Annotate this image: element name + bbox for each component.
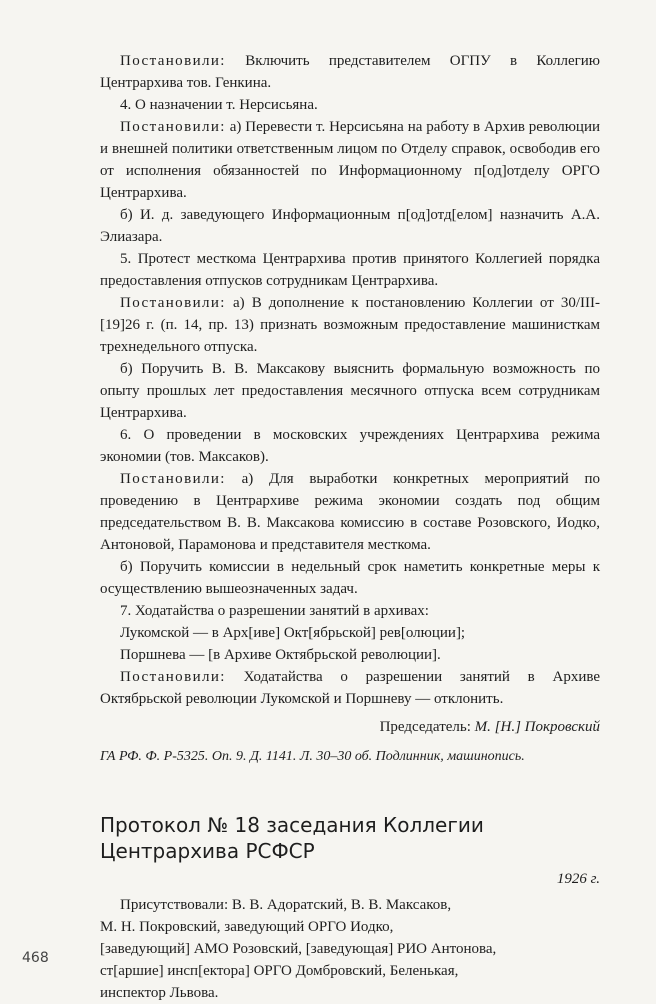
agenda-item [100,600,600,622]
paragraph-text: а) Перевести т. Нерсисьяна на работу в Архив революции и внешней политики ответственным лицом по Отделу справок, освободив его от исполнения обязанностей по Информационному п[од]отделу ОРГО Центрархива. [100,119,600,201]
paragraph-text: 4. О назначении т. Нерсисьяна. [120,97,318,113]
resolution-paragraph [100,50,600,94]
attendees-line: М. Н. Покровский, заведующий ОРГО Иодко, [100,919,394,935]
resolution-paragraph [100,204,600,248]
signature-name: М. [Н.] Покровский [470,719,600,735]
chairman-signature [100,716,600,738]
paragraph-text: а) Для выработки конкретных мероприятий по проведению в Центрархиве режима экономии создать под общим председательством В. В. Максакова комиссию в составе Розовского, Иодко, Антоновой, Парамонова и представителя месткома. [100,471,600,553]
attendees-list [100,894,600,1004]
page-number: 468 [22,950,49,966]
paragraph-text: 7. Ходатайства о разрешении занятий в архивах: [120,603,429,619]
attendees-line: [заведующий] АМО Розовский, [заведующая] РИО Антонова, [100,941,497,957]
agenda-item [100,248,600,292]
resolution-paragraph [100,116,600,204]
paragraph-text: Поршнева — [в Архиве Октябрьской революции]. [120,647,441,663]
page-content [100,50,600,1004]
resolution-paragraph [100,292,600,358]
paragraph-text: а) В дополнение к постановлению Коллегии от 30/III-[19]26 г. (п. 14, пр. 13) признать возможным предоставление машинисткам трехнедельного отпуска. [100,295,600,355]
petition-line [100,622,600,644]
paragraph-text: 5. Протест месткома Центрархива против принятого Коллегией порядка предоставления отпусков сотрудникам Центрархива. [100,251,600,289]
resolution-paragraph [100,358,600,424]
paragraph-text: б) Поручить комиссии в недельный срок наметить конкретные меры к осуществлению вышеозначенных задач. [100,559,600,597]
resolution-label: Постановили: [120,53,226,69]
attendees-line: инспектор Львова. [100,985,219,1001]
resolution-paragraph [100,556,600,600]
paragraph-text: 6. О проведении в московских учреждениях Центрархива режима экономии (тов. Максаков). [100,427,600,465]
agenda-item [100,94,600,116]
archive-source: ГА РФ. Ф. Р-5325. Оп. 9. Д. 1141. Л. 30–30 об. Подлинник, машинопись. [100,749,525,764]
protocol-title [100,812,600,864]
title-line: Центрархива РСФСР [100,839,315,863]
paragraph-text: Ходатайства о разрешении занятий в Архиве Октябрьской революции Лукомской и Поршневу — отклонить. [100,669,600,707]
resolution-paragraph [100,666,600,710]
paragraph-text: Включить представителем ОГПУ в Коллегию Центрархива тов. Генкина. [100,53,600,91]
signature-label: Председатель: [379,719,471,735]
paragraph-text: Лукомской — в Арх[иве] Окт[ябрьской] рев[олюции]; [120,625,466,641]
attendees-line: Присутствовали: В. В. Адоратский, В. В. Максаков, [120,897,452,913]
paragraph-text: б) Поручить В. В. Максакову выяснить формальную возможность по опыту прошлых лет предоставления месячного отпуска всем сотрудникам Центрархива. [100,361,600,421]
petition-line [100,644,600,666]
resolution-label: Постановили: [120,471,226,487]
attendees-line: ст[аршие] инсп[ектора] ОРГО Домбровский, Беленькая, [100,963,459,979]
resolution-label: Постановили: [120,669,226,685]
protocol-date: 1926 г. [556,871,600,887]
resolution-label: Постановили: [120,295,226,311]
agenda-item [100,424,600,468]
resolution-paragraph [100,468,600,556]
title-line: Протокол № 18 заседания Коллегии [100,813,484,837]
resolution-label: Постановили: [120,119,226,135]
paragraph-text: б) И. д. заведующего Информационным п[од]отд[елом] назначить А.А. Элиазара. [100,207,600,245]
